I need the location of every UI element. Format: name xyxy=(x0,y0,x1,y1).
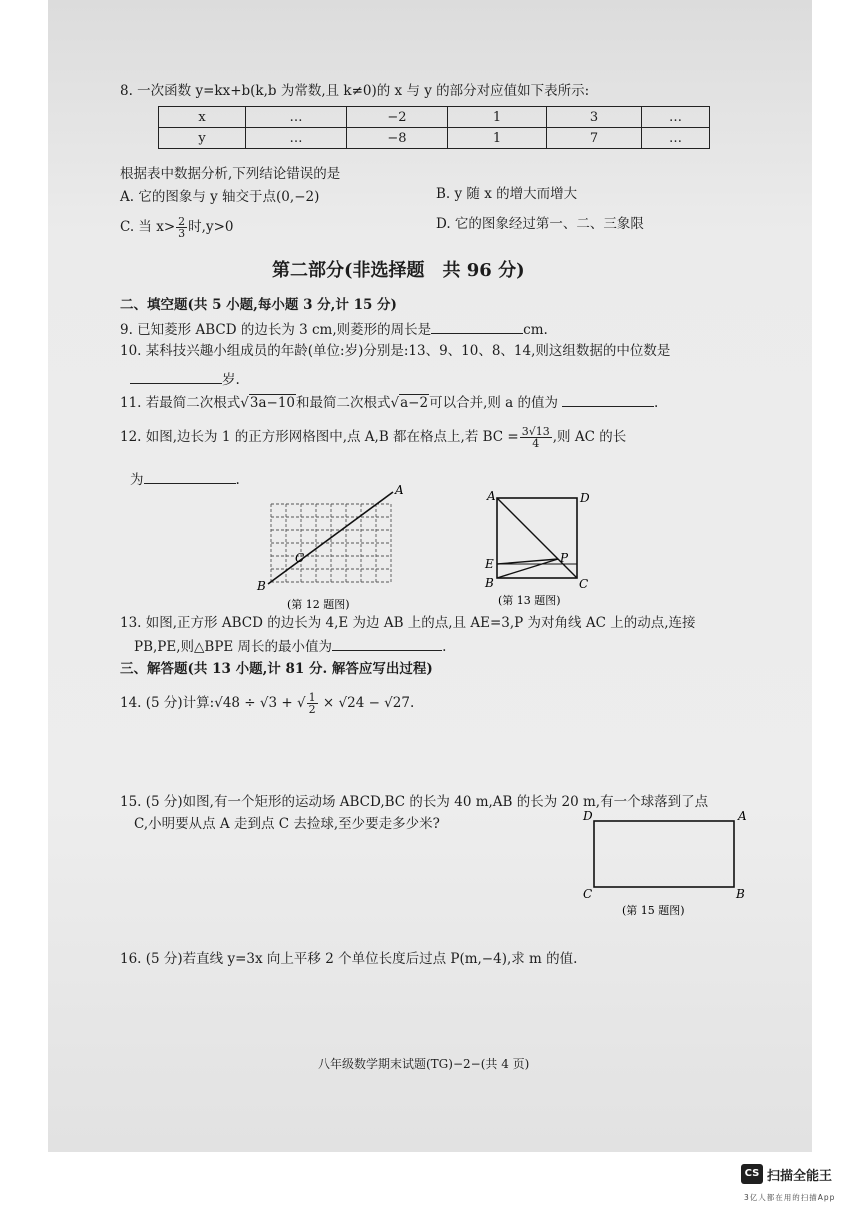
answer-blank xyxy=(562,392,654,407)
answer-blank xyxy=(332,636,442,651)
segment-ab xyxy=(268,492,393,584)
label-b: B xyxy=(736,887,745,901)
q8-option-c-pre: C. 当 x> xyxy=(120,219,176,235)
q15-line2: C,小明要从点 A 走到点 C 去捡球,至少要走多少米? xyxy=(134,816,440,832)
q8-option-c xyxy=(120,216,233,239)
q10-line2 xyxy=(130,369,240,389)
q16: 16. (5 分)若直线 y=3x 向上平移 2 个单位长度后过点 P(m,−4),求 m 的值. xyxy=(120,951,578,967)
q11-end: . xyxy=(654,395,659,411)
fraction xyxy=(307,692,318,715)
q8-option-c-post: 时,y>0 xyxy=(188,219,234,235)
fraction xyxy=(176,216,187,239)
section3-heading: 三、解答题(共 13 小题,计 81 分. 解答应写出过程) xyxy=(120,661,433,677)
table-cell: 1 xyxy=(448,107,547,128)
label-e: E xyxy=(485,557,494,571)
table-cell: … xyxy=(642,107,710,128)
q8-option-a: A. 它的图象与 y 轴交于点(0,−2) xyxy=(120,189,320,205)
fraction-denominator: 4 xyxy=(532,437,540,450)
q12-line2 xyxy=(130,469,240,489)
part2-title: 第二部分(非选择题 共 96 分) xyxy=(272,260,525,281)
label-d: D xyxy=(583,809,593,823)
scanner-app-name: 扫描全能王 xyxy=(767,1169,833,1184)
table-cell: … xyxy=(246,128,347,149)
table-cell: −2 xyxy=(347,107,448,128)
table-cell: −8 xyxy=(347,128,448,149)
fraction-numerator: 3√13 xyxy=(521,425,550,438)
q14-pre: 14. (5 分)计算: xyxy=(120,695,215,711)
q10-line1: 10. 某科技兴趣小组成员的年龄(单位:岁)分别是:13、9、10、8、14,则这组数据的中位数是 xyxy=(120,343,671,359)
table-cell: … xyxy=(246,107,347,128)
fraction-numerator: 2 xyxy=(178,215,186,228)
q9-post: cm. xyxy=(523,322,548,338)
label-c: C xyxy=(579,577,589,591)
q11: 11. 若最简二次根式√3a−10和最简二次根式√a−2可以合并,则 a 的值为 . xyxy=(120,392,658,412)
q11-post: 可以合并,则 a 的值为 xyxy=(429,395,559,411)
q8-value-table xyxy=(158,106,710,149)
q13-end: . xyxy=(442,639,447,655)
scanner-slogan: 3亿人都在用的扫描App xyxy=(744,1193,836,1202)
table-cell: 1 xyxy=(448,128,547,149)
section2-heading: 二、填空题(共 5 小题,每小题 3 分,计 15 分) xyxy=(120,297,397,313)
q8-option-b: B. y 随 x 的增大而增大 xyxy=(436,186,578,202)
label-b: B xyxy=(485,576,494,590)
q8-option-d: D. 它的图象经过第一、二、三象限 xyxy=(436,216,644,232)
label-a: A xyxy=(395,483,404,497)
figure-13-square xyxy=(478,484,598,610)
table-row xyxy=(159,128,710,149)
table-row xyxy=(159,107,710,128)
label-a: A xyxy=(487,489,496,503)
table-cell: 7 xyxy=(547,128,642,149)
label-c: C xyxy=(583,887,593,901)
q12-line1 xyxy=(120,426,626,449)
q9 xyxy=(120,319,548,339)
answer-blank xyxy=(431,319,523,334)
label-c: C xyxy=(295,551,305,565)
grid-lines xyxy=(271,504,391,582)
q12-pre: 12. 如图,边长为 1 的正方形网格图中,点 A,B 都在格点上,若 BC = xyxy=(120,429,519,445)
q11-pre: 11. 若最简二次根式 xyxy=(120,395,241,411)
scanner-logo-icon: CS xyxy=(741,1164,763,1184)
answer-blank xyxy=(130,369,222,384)
q12-line2-text: 为 xyxy=(130,472,144,488)
figure-15-rectangle xyxy=(580,808,755,920)
label-a: A xyxy=(738,809,747,823)
q14-expr1: √48 ÷ √3 + xyxy=(214,695,293,711)
figure-13-caption: (第 13 题图) xyxy=(498,594,561,607)
figure-15-caption: (第 15 题图) xyxy=(622,904,685,917)
q10-post: 岁. xyxy=(222,372,240,388)
q11-radicand-1: 3a−10 xyxy=(249,395,296,411)
q8-prompt: 根据表中数据分析,下列结论错误的是 xyxy=(120,166,341,182)
q13-line1: 13. 如图,正方形 ABCD 的边长为 4,E 为边 AB 上的点,且 AE=3,P 为对角线 AC 上的动点,连接 xyxy=(120,615,696,631)
fraction xyxy=(520,426,552,449)
label-d: D xyxy=(580,491,590,505)
q8-stem: 8. 一次函数 y=kx+b(k,b 为常数,且 k≠0)的 x 与 y 的部分对应值如下表所示: xyxy=(120,83,590,99)
table-cell: 3 xyxy=(547,107,642,128)
figure-12-grid xyxy=(255,482,415,614)
fraction-numerator: 1 xyxy=(308,691,316,704)
q11-mid: 和最简二次根式 xyxy=(296,395,391,411)
q12-post: ,则 AC 的长 xyxy=(552,429,627,445)
q13-line2 xyxy=(134,636,446,656)
rect-abcd xyxy=(594,821,734,887)
q9-pre: 9. 已知菱形 ABCD 的边长为 3 cm,则菱形的周长是 xyxy=(120,322,432,338)
label-b: B xyxy=(257,579,266,593)
q14-expr2: × √24 − √27. xyxy=(322,695,415,711)
page-footer: 八年级数学期末试题(TG)−2−(共 4 页) xyxy=(318,1057,530,1071)
q13-line2-text: PB,PE,则△BPE 周长的最小值为 xyxy=(134,639,333,655)
q12-end: . xyxy=(235,472,240,488)
table-cell: … xyxy=(642,128,710,149)
q15-line1: 15. (5 分)如图,有一个矩形的运动场 ABCD,BC 的长为 40 m,AB 的长为 20 m,有一个球落到了点 xyxy=(120,794,709,810)
label-p: P xyxy=(560,551,569,565)
fraction-denominator: 2 xyxy=(308,703,316,716)
table-cell: x xyxy=(159,107,246,128)
table-cell: y xyxy=(159,128,246,149)
q11-radicand-2: a−2 xyxy=(400,395,429,411)
fraction-denominator: 3 xyxy=(178,227,186,240)
figure-12-caption: (第 12 题图) xyxy=(287,598,350,611)
answer-blank xyxy=(144,469,236,484)
q14: 14. (5 分)计算:√48 ÷ √3 + √ $\frac{1}{2}$ × √24 − √27. xyxy=(120,691,415,716)
